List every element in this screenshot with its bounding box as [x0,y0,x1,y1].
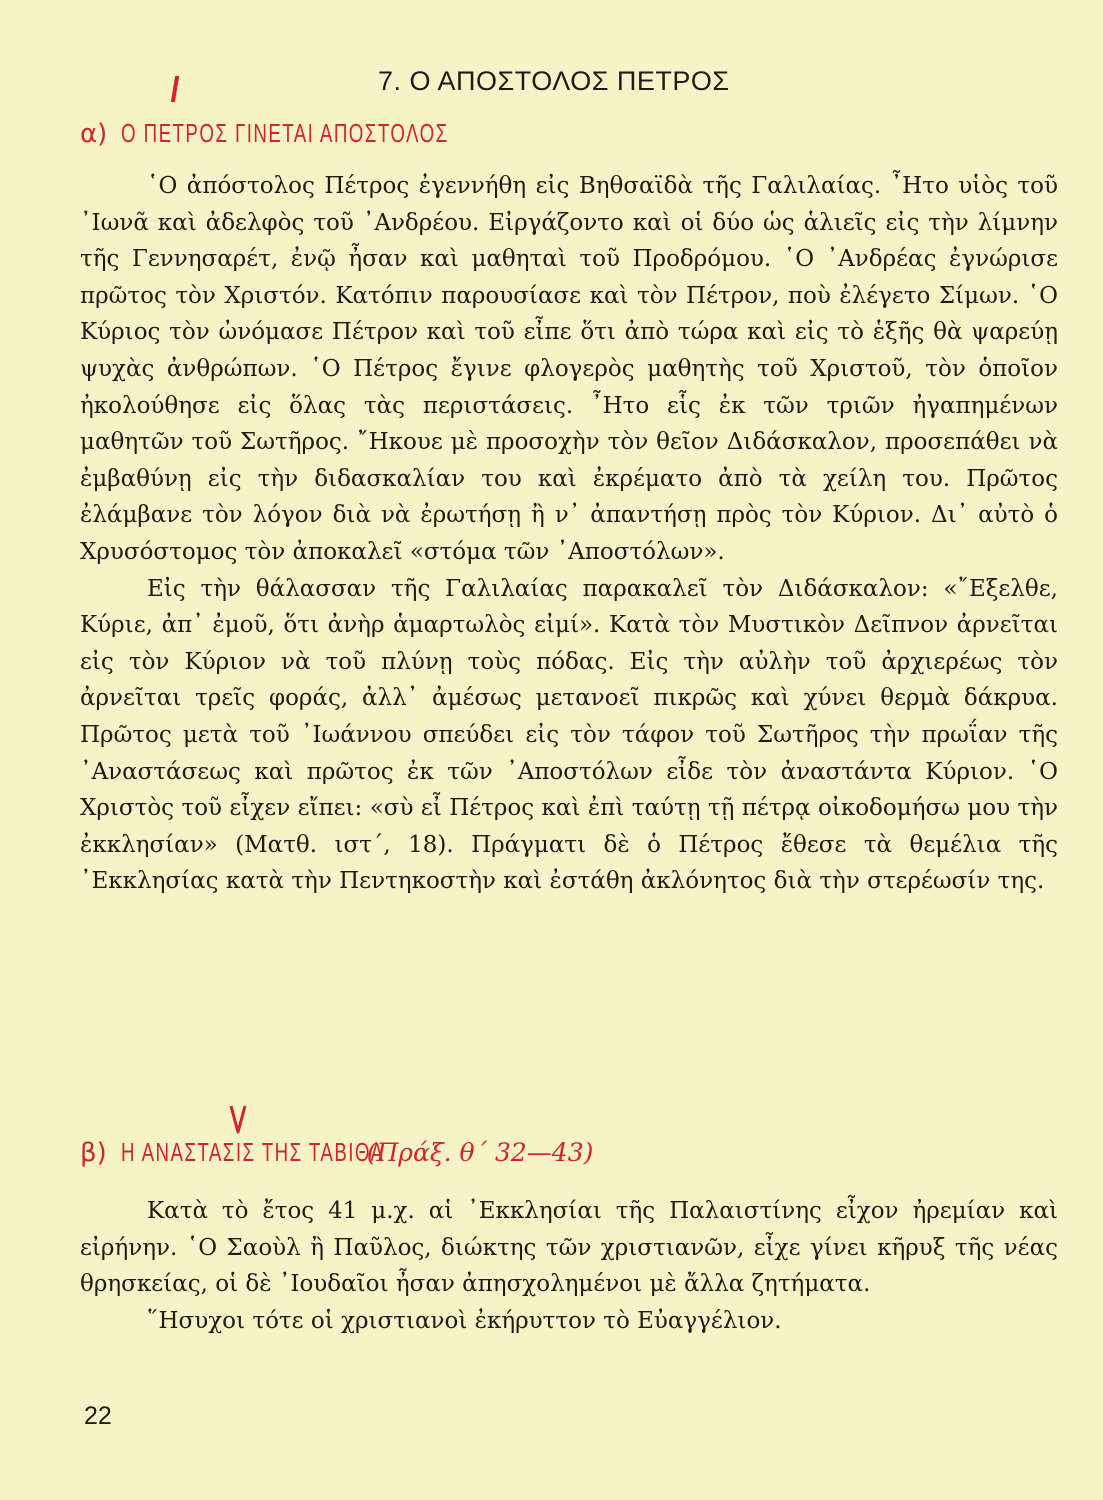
section-heading-a [80,118,576,149]
section-label: β) [80,1138,107,1168]
paragraph: Εἰς τὴν θάλασσαν τῆς Γαλιλαίας παρακαλεῖ τὸν Διδάσκαλον: «῎Εξελθε, Κύριε, ἀπ᾿ ἐμοῦ, ὅτι ἀνὴρ ἁμαρτωλὸς εἰμί». Κατὰ τὸν Μυστικὸν Δεῖπνον ἀρνεῖται εἰς τὸν Κύριον νὰ τοῦ πλύνῃ τοὺς πόδας. Εἰς τὴν αὐλὴν τοῦ ἀρχιερέως τὸν ἀρνεῖται τρεῖς φοράς, ἀλλ᾿ ἀμέσως μετανοεῖ πικρῶς καὶ χύνει θερμὰ δάκρυα. Πρῶτος μετὰ τοῦ ᾿Ιωάννου σπεύδει εἰς τὸν τάφον τοῦ Σωτῆρος τὴν πρωΐαν τῆς ᾿Αναστάσεως καὶ πρῶτος ἐκ τῶν ᾿Αποστόλων εἶδε τὸν ἀναστάντα Κύριον. ῾Ο Χριστὸς τοῦ εἶχεν εἴπει: «σὺ εἶ Πέτρος καὶ ἐπὶ ταύτῃ τῇ πέτρᾳ οἰκοδομήσω μου τὴν ἐκκλησίαν» (Ματθ. ιστ΄, 18). Πράγματι δὲ ὁ Πέτρος ἔθεσε τὰ θεμέλια τῆς ᾿Εκκλησίας κατὰ τὴν Πεντηκοστὴν καὶ ἐστάθη ἀκλόνητος διὰ τὴν στερέωσίν της. [80,575,1058,895]
chapter-title: 7. Ο ΑΠΟΣΤΟΛΟΣ ΠΕΤΡΟΣ [378,66,730,96]
scripture-reference: (Πράξ. θ΄ 32—43) [366,1138,594,1167]
section-heading-b [80,1137,593,1168]
paragraph: ῞Ησυχοι τότε οἱ χριστιανοὶ ἐκήρυττον τὸ Εὐαγγέλιον. [147,1307,782,1334]
paragraph: Κατὰ τὸ ἔτος 41 μ.χ. αἱ ᾿Εκκλησίαι τῆς Παλαιστίνης εἶχον ἠρεμίαν καὶ εἰρήνην. ῾Ο Σαοὺλ ἢ Παῦλος, διώκτης τῶν χριστιανῶν, εἶχε γίνει κῆρυξ τῆς νέας θρησκείας, οἱ δὲ ᾿Ιουδαῖοι ἦσαν ἀπησχολημένοι μὲ ἄλλα ζητήματα. [80,1198,1058,1298]
page-number: 22 [84,1402,112,1430]
red-check-mark [228,1104,248,1134]
section-body-b [80,1193,1058,1339]
section-title: Η ΑΝΑΣΤΑΣΙΣ ΤΗΣ ΤΑΒΙΘΑ [120,1137,385,1167]
paragraph: ῾Ο ἀπόστολος Πέτρος ἐγεννήθη εἰς Βηθσαϊδὰ τῆς Γαλιλαίας. ῏Ητο υἱὸς τοῦ ᾿Ιωνᾶ καὶ ἀδελφὸς τοῦ ᾿Ανδρέου. Εἰργάζοντο καὶ οἱ δύο ὡς ἁλιεῖς εἰς τὴν λίμνην τῆς Γεννησαρέτ, ἐνῷ ἦσαν καὶ μαθηταὶ τοῦ Προδρόμου. ῾Ο ᾿Ανδρέας ἐγνώρισε πρῶτος τὸν Χριστόν. Κατόπιν παρουσίασε καὶ τὸν Πέτρον, ποὺ ἐλέγετο Σίμων. ῾Ο Κύριος τὸν ὠνόμασε Πέτρον καὶ τοῦ εἶπε ὅτι ἀπὸ τώρα καὶ εἰς τὸ ἑξῆς θὰ ψαρεύῃ ψυχὰς ἀνθρώπων. ῾Ο Πέτρος ἔγινε φλογερὸς μαθητὴς τοῦ Χριστοῦ, τὸν ὁποῖον ἠκολούθησε εἰς ὅλας τὰς περιστάσεις. ῏Ητο εἷς ἐκ τῶν τριῶν ἠγαπημένων μαθητῶν τοῦ Σωτῆρος. ῎Ηκουε μὲ προσοχὴν τὸν θεῖον Διδάσκαλον, προσεπάθει νὰ ἐμβαθύνῃ εἰς τὴν διδασκαλίαν του καὶ ἐκρέματο ἀπὸ τὰ χείλη του. Πρῶτος ἐλάμβανε τὸν λόγον διὰ νὰ ἐρωτήσῃ ἢ ν᾿ ἀπαντήσῃ πρὸς τὸν Κύριον. Δι᾿ αὐτὸ ὁ Χρυσόστομος τὸν ἀποκαλεῖ «στόμα τῶν ᾿Αποστόλων». [80,173,1058,565]
section-body-a [80,168,1058,900]
section-label: α) [80,119,108,149]
red-pencil-mark [170,76,180,102]
section-title: Ο ΠΕΤΡΟΣ ΓΙΝΕΤΑΙ ΑΠΟΣΤΟΛΟΣ [121,118,449,148]
